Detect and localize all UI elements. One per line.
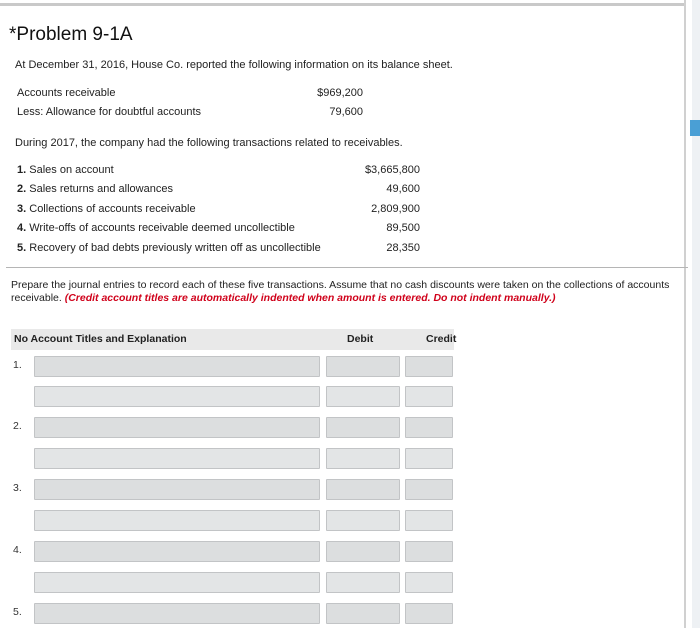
credit-input[interactable] — [405, 541, 453, 562]
credit-input[interactable] — [405, 356, 453, 377]
transaction-row — [17, 183, 420, 197]
transaction-row — [17, 203, 420, 217]
debit-input[interactable] — [326, 510, 400, 531]
transaction-label: Sales returns and allowances — [29, 183, 173, 195]
transaction-amount: 2,809,900 — [371, 203, 420, 215]
debit-input[interactable] — [326, 386, 400, 407]
account-title-input[interactable] — [34, 448, 320, 469]
transaction-label: Collections of accounts receivable — [29, 203, 196, 215]
transaction-amount: 49,600 — [386, 183, 420, 195]
entry-number: 5. — [13, 606, 22, 618]
debit-input[interactable] — [326, 572, 400, 593]
top-border — [0, 3, 686, 6]
account-title-input[interactable] — [34, 510, 320, 531]
debit-input[interactable] — [326, 479, 400, 500]
account-title-input[interactable] — [34, 356, 320, 377]
credit-input[interactable] — [405, 479, 453, 500]
problem-intro: At December 31, 2016, House Co. reported the following information on its balance sheet. — [15, 59, 453, 71]
transaction-label: Write-offs of accounts receivable deemed uncollectible — [29, 222, 295, 234]
column-header-account-titles: No Account Titles and Explanation — [14, 333, 187, 345]
credit-input[interactable] — [405, 572, 453, 593]
balance-sheet-row — [17, 87, 363, 101]
balance-sheet-label: Less: Allowance for doubtful accounts — [17, 106, 202, 118]
entry-number: 1. — [13, 359, 22, 371]
transaction-amount: $3,665,800 — [364, 164, 420, 176]
transaction-amount: 28,350 — [386, 242, 420, 254]
balance-sheet-label: Accounts receivable — [17, 87, 116, 99]
account-title-input[interactable] — [34, 603, 320, 624]
problem-title: *Problem 9-1A — [9, 24, 133, 45]
entry-number: 4. — [13, 544, 22, 556]
transaction-row — [17, 242, 420, 256]
credit-input[interactable] — [405, 448, 453, 469]
transaction-number: 3. — [17, 203, 27, 215]
entry-number: 2. — [13, 420, 22, 432]
transaction-number: 4. — [17, 222, 27, 234]
account-title-input[interactable] — [34, 479, 320, 500]
edge-scrollbar[interactable] — [692, 0, 700, 628]
debit-input[interactable] — [326, 417, 400, 438]
right-border — [684, 0, 686, 628]
account-title-input[interactable] — [34, 572, 320, 593]
debit-input[interactable] — [326, 603, 400, 624]
credit-input[interactable] — [405, 417, 453, 438]
entry-number: 3. — [13, 482, 22, 494]
transaction-number: 2. — [17, 183, 27, 195]
balance-sheet-row — [17, 106, 363, 120]
transaction-label: Sales on account — [29, 164, 114, 176]
transaction-row — [17, 222, 420, 236]
transaction-number: 1. — [17, 164, 27, 176]
transaction-amount: 89,500 — [386, 222, 420, 234]
balance-sheet-amount: $969,200 — [317, 87, 363, 99]
account-title-input[interactable] — [34, 386, 320, 407]
credit-input[interactable] — [405, 386, 453, 407]
debit-input[interactable] — [326, 541, 400, 562]
column-header-credit: Credit — [426, 333, 457, 345]
transaction-number: 5. — [17, 242, 27, 254]
credit-input[interactable] — [405, 603, 453, 624]
side-tab-indicator[interactable] — [690, 120, 700, 136]
credit-input[interactable] — [405, 510, 453, 531]
transaction-label: Recovery of bad debts previously written off as uncollectible — [29, 242, 321, 254]
instructions — [11, 279, 681, 305]
balance-sheet-amount: 79,600 — [329, 106, 363, 118]
account-title-input[interactable] — [34, 417, 320, 438]
column-header-debit: Debit — [347, 333, 374, 345]
section-divider — [6, 267, 688, 268]
transactions-intro: During 2017, the company had the following transactions related to receivables. — [15, 137, 403, 149]
instructions-note: (Credit account titles are automatically indented when amount is entered. Do not indent manually.) — [64, 292, 556, 304]
account-title-input[interactable] — [34, 541, 320, 562]
transaction-row — [17, 164, 420, 178]
instructions-text: Prepare the journal entries to record each of these five transactions. Assume that no cash discounts were taken on the collections of accounts receivable. — [11, 279, 670, 304]
debit-input[interactable] — [326, 448, 400, 469]
debit-input[interactable] — [326, 356, 400, 377]
